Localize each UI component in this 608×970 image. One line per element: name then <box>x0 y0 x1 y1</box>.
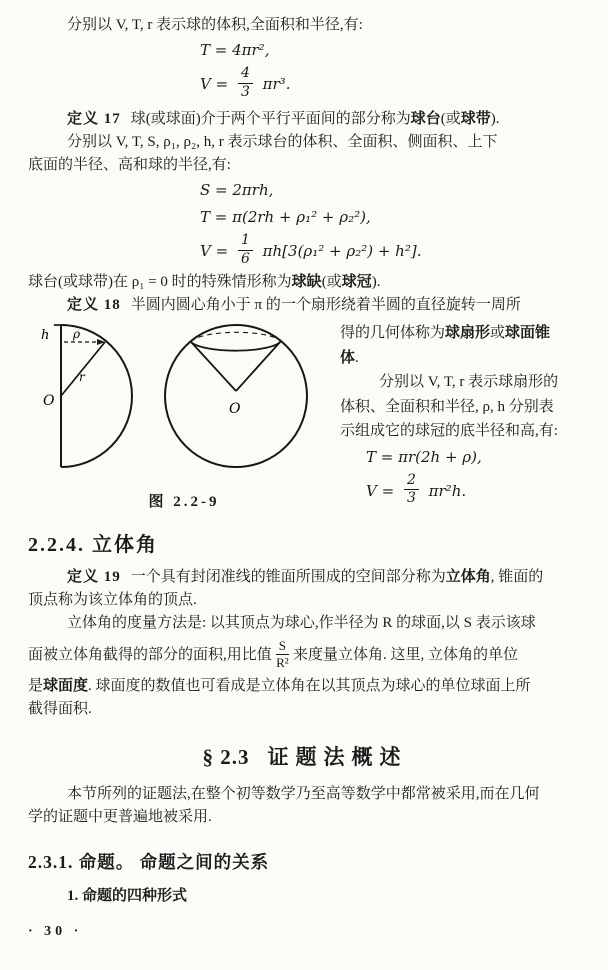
subsection-1-heading: 1. 命题的四种形式 <box>67 888 188 905</box>
figure-2-2-9 <box>28 319 340 511</box>
solid-angle-text: 面被立体角截得的部分的面积,用比值 <box>28 647 272 664</box>
fraction-denominator: 3 <box>406 490 416 507</box>
frustum-note-text3: ). <box>371 274 381 291</box>
definition-17-text3: ). <box>490 111 500 128</box>
sector-text: 得的几何体称为 <box>340 325 446 342</box>
label-h: h <box>41 328 50 344</box>
sphere-cone-diagram <box>165 325 307 467</box>
formula-sphere-surface: T = 4πr², <box>200 41 270 59</box>
fraction-denominator: 6 <box>240 250 250 267</box>
sector-line-3: 分别以 V, T, r 表示球扇形的 <box>379 374 559 391</box>
frustum-note-line <box>28 271 582 294</box>
term-qiumiandu: 球面度 <box>43 678 89 695</box>
formula-lhs: V = <box>200 75 229 93</box>
formula-rhs: πr²h. <box>428 481 467 500</box>
frustum-line-2: 底面的半径、高和球的半径,有: <box>28 157 231 174</box>
solid-angle-text3: 是 <box>28 678 44 695</box>
solid-angle-text4: . 球面度的数值也可看成是立体角在以其顶点为球心的单位球面上所 <box>88 678 531 695</box>
formula-lhs: V = <box>200 242 229 261</box>
definition-18-label: 定义 18 <box>67 297 121 314</box>
formula-rhs: πr³. <box>262 75 291 93</box>
fraction <box>404 473 419 507</box>
label-o-left: O <box>43 393 55 410</box>
section-2-3-1-heading: 2.3.1. 命题。 命题之间的关系 <box>28 852 270 873</box>
solid-angle-line-1: 立体角的度量方法是: 以其顶点为球心,作半径为 R 的球面,以 S 表示该球 <box>67 615 536 632</box>
page-number: · 30 · <box>28 924 83 940</box>
section-2-3-heading <box>28 741 582 771</box>
definition-19-text2: , 锥面的 <box>490 569 544 586</box>
formula-frustum-volume <box>200 231 582 271</box>
definition-17-label: 定义 17 <box>67 111 121 128</box>
figure-caption: 图 2.2-9 <box>148 494 220 511</box>
term-ti: 体 <box>340 349 356 366</box>
definition-18-text: 半圆内圆心角小于 π 的一个扇形绕着半圆的直径旋转一周所 <box>130 297 521 314</box>
section-2-3-para-1: 本节所列的证题法,在整个初等数学乃至高等数学中都常被采用,而在几何 <box>67 786 540 803</box>
formula-lhs: V = <box>366 481 395 500</box>
sector-text2: 或 <box>490 325 506 342</box>
sector-text-column <box>340 319 582 511</box>
frustum-note-text2: (或 <box>321 274 342 291</box>
frustum-note-text: 球台(或球带)在 ρ₁ = 0 时的特殊情形称为 <box>28 274 292 291</box>
solid-angle-text2: 来度量立体角. 这里, 立体角的单位 <box>293 647 519 664</box>
fraction <box>238 233 253 267</box>
term-qiuguan: 球冠 <box>341 274 372 291</box>
fraction-numerator: 2 <box>404 473 419 491</box>
sector-line-4: 体积、全面积和半径, ρ, h 分别表 <box>340 398 554 415</box>
sector-line-2 <box>340 346 582 371</box>
section-2-3-title: 证题法概述 <box>267 745 408 770</box>
frustum-line-1: 分别以 V, T, S, ρ₁, ρ₂, h, r 表示球台的体积、全面积、侧面积、上下 <box>67 134 498 151</box>
definition-19-label: 定义 19 <box>67 569 121 586</box>
figure-row <box>28 319 582 511</box>
fraction-numerator: S <box>276 639 289 656</box>
fraction <box>238 66 253 100</box>
term-qiutai: 球台 <box>410 111 441 128</box>
label-rho: ρ <box>73 327 81 342</box>
term-qiudai: 球带 <box>460 111 491 128</box>
sector-line-1 <box>340 321 582 346</box>
definition-18-line <box>28 294 582 317</box>
formula-sector-surface: T = πr(2h + ρ), <box>366 447 482 466</box>
term-qiuque: 球缺 <box>291 274 322 291</box>
sector-period: . <box>355 349 359 366</box>
section-2-3-number: § 2.3 <box>202 745 250 770</box>
semicircle-sector-diagram <box>54 325 132 467</box>
formula-sector-volume <box>366 471 582 511</box>
definition-19-line-2: 顶点称为该立体角的顶点. <box>28 592 197 609</box>
definition-17-line <box>28 108 582 131</box>
solid-angle-line-3 <box>28 675 582 698</box>
label-r: r <box>79 370 85 385</box>
fraction-denominator: R² <box>276 655 289 671</box>
section-2-2-4-heading: 2.2.4. 立体角 <box>28 534 158 557</box>
fraction-numerator: 4 <box>238 66 253 84</box>
section-2-3-para-2: 学的证题中更普遍地被采用. <box>28 809 212 826</box>
sector-line-5: 示组成它的球冠的底半径和高,有: <box>340 423 558 440</box>
solid-angle-line-4: 截得面积. <box>28 701 92 718</box>
fraction-numerator: 1 <box>238 233 253 251</box>
solid-angle-line-2 <box>28 635 582 675</box>
definition-19-text: 一个具有封闭准线的锥面所围成的空间部分称为 <box>130 569 446 586</box>
formula-frustum-surface: T = π(2rh + ρ₁² + ρ₂²), <box>200 208 371 227</box>
figure-2-2-9-diagram <box>31 319 337 477</box>
definition-17-text2: (或 <box>440 111 461 128</box>
fraction-denominator: 3 <box>240 83 250 100</box>
formula-sphere-volume <box>200 64 582 104</box>
term-qiushanxing: 球扇形 <box>445 325 491 342</box>
formula-frustum-lateral: S = 2πrh, <box>200 181 274 200</box>
term-litijiao: 立体角 <box>445 569 491 586</box>
label-o-right: O <box>229 401 241 418</box>
definition-19-line <box>28 566 582 589</box>
formula-rhs: πh[3(ρ₁² + ρ₂²) + h²]. <box>262 242 422 261</box>
definition-17-text: 球(或球面)介于两个平行平面间的部分称为 <box>130 111 411 128</box>
term-qiumianzhui: 球面锥 <box>505 325 551 342</box>
fraction-s-over-r2 <box>276 639 289 671</box>
sphere-intro-line: 分别以 V, T, r 表示球的体积,全面积和半径,有: <box>67 17 363 33</box>
